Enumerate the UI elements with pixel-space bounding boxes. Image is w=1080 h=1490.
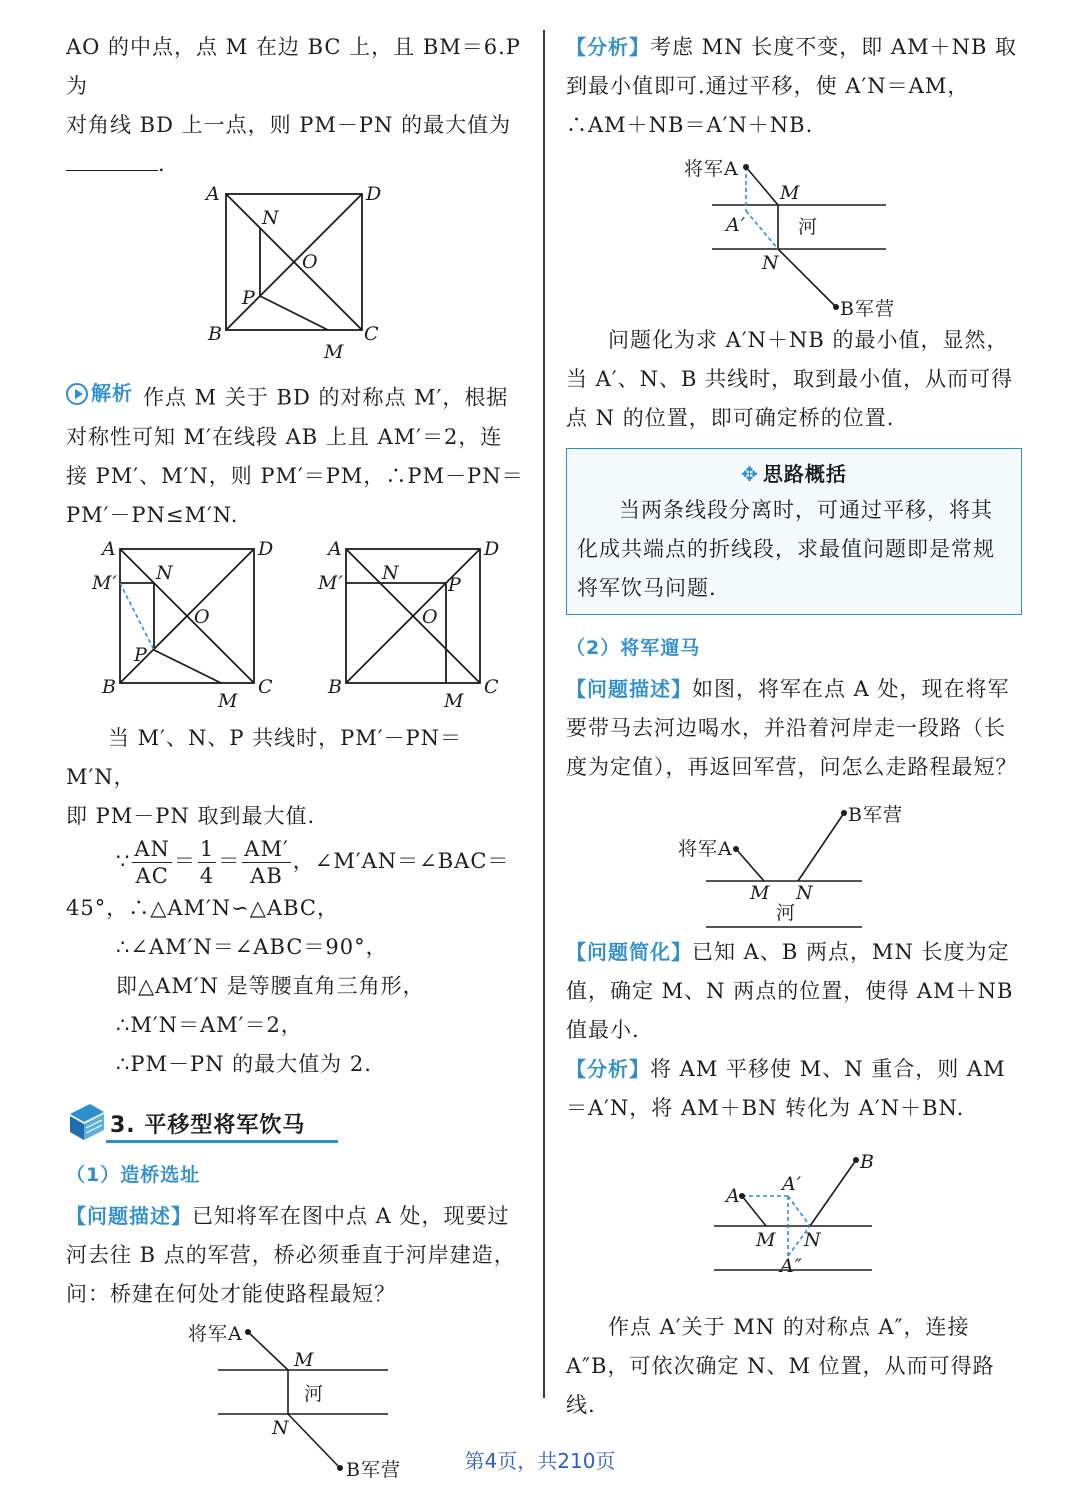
fig4-label-B: B军营 xyxy=(346,1458,401,1481)
play-icon xyxy=(66,383,88,405)
fig7-label-A1: A′ xyxy=(782,1173,803,1195)
fig3-label-O: O xyxy=(422,605,439,628)
section-underline xyxy=(106,1140,338,1143)
fig2-label-M: M xyxy=(218,689,239,712)
proof-line-c: 45°，∴△AM′N∽△ABC， xyxy=(66,895,339,920)
intro-line-3: . xyxy=(66,145,524,184)
proof-line-b: 即 PM－PN 取到最大值. xyxy=(66,803,316,828)
summary-box-title: ✥ 思路概括 xyxy=(577,457,1011,491)
fig1-label-C: C xyxy=(364,323,380,345)
fig6-label-M: M xyxy=(750,882,771,904)
fig5-label-A: 将军A xyxy=(684,158,739,180)
fig3-label-M1: M′ xyxy=(318,571,344,594)
summary-box-text: 当两条线段分离时，可通过平移，将其化成共端点的折线段，求最值问题即是常规将军饮马问题. xyxy=(577,498,995,600)
section-heading xyxy=(66,1100,524,1148)
figure-squares-2-3 xyxy=(66,539,524,719)
analysis-1: 【分析】考虑 MN 长度不变，即 AM＋NB 取到最小值即可.通过平移，使 A′N＝AM，∴AM＋NB＝A′N＋NB. xyxy=(566,35,1018,137)
fig2-label-A: A xyxy=(102,538,117,560)
fig7-label-B: B xyxy=(860,1151,875,1173)
fig2-label-O: O xyxy=(194,605,211,628)
page-footer: 第4页，共210页 xyxy=(464,1449,616,1473)
answer-blank xyxy=(66,148,158,171)
fraction-an-ac: $\frac{AN}{AC}$ xyxy=(134,836,170,888)
fig6-label-river: 河 xyxy=(776,902,797,924)
summary-box xyxy=(566,448,1022,615)
proof-line-e: 即△AM′N 是等腰直角三角形， xyxy=(116,973,425,998)
fig2-label-B: B xyxy=(102,675,117,698)
fig4-label-M: M xyxy=(294,1348,315,1371)
fraction-am-ab: $\frac{AM'}{AB}$ xyxy=(244,836,289,888)
fig6-label-A: 将军A xyxy=(678,838,733,860)
fig7-label-M: M xyxy=(756,1229,777,1251)
fig3-label-M: M xyxy=(444,689,465,712)
figure-square-1 xyxy=(66,184,524,374)
fig1-label-N: N xyxy=(262,207,280,229)
fig1-label-P: P xyxy=(242,287,256,309)
fig7-label-A2: A″ xyxy=(780,1255,803,1277)
jiexi-paragraph: 解析 作点 M 关于 BD 的对称点 M′，根据对称性可知 M′在线段 AB 上且 AM′＝2，连接 PM′、M′N，则 PM′＝PM，∴PM－PN＝PM′－PN≤M′N. xyxy=(66,374,524,535)
proof-line-g: ∴PM－PN 的最大值为 2. xyxy=(116,1051,372,1076)
book-stack-icon xyxy=(66,1100,106,1144)
figure-reflection xyxy=(566,1142,1022,1308)
fig3-label-B: B xyxy=(328,675,343,698)
paragraph-min-value: 问题化为求 A′N＋NB 的最小值，显然，当 A′、N、B 共线时，取到最小值，从而可得点 N 的位置，即可确定桥的位置. xyxy=(566,328,1014,430)
fig5-label-N: N xyxy=(762,252,780,274)
fig3-label-N: N xyxy=(382,561,400,584)
fig1-label-A: A xyxy=(206,184,221,205)
figure-walk-horse xyxy=(566,793,1022,933)
fig2-label-C: C xyxy=(258,675,274,698)
subsection-1-title: （1）造桥选址 xyxy=(66,1163,201,1186)
subsection-2-title: （2）将军遛马 xyxy=(566,637,701,659)
problem-simplification: 【问题简化】已知 A、B 两点，MN 长度为定值，确定 M、N 两点的位置，使得 AM＋NB 值最小. xyxy=(566,940,1014,1042)
figure-bridge-2 xyxy=(566,151,1022,321)
fig1-label-B: B xyxy=(208,323,223,345)
intro-line-2: 对角线 BD 上一点，则 PM－PN 的最大值为 xyxy=(66,113,512,137)
fig4-label-N: N xyxy=(272,1416,290,1439)
fig5-label-river: 河 xyxy=(798,216,819,238)
proof-line-d: ∴∠AM′N＝∠ABC＝90°， xyxy=(116,934,388,959)
intro-line-1: AO 的中点，点 M 在边 BC 上，且 BM＝6.P 为 xyxy=(66,35,521,98)
fig4-label-river: 河 xyxy=(304,1382,325,1405)
fig1-label-D: D xyxy=(366,184,383,205)
column-divider xyxy=(543,30,545,1398)
fig5-label-M: M xyxy=(780,182,801,204)
fig3-label-P: P xyxy=(448,573,462,596)
fig6-label-N: N xyxy=(796,882,814,904)
fig4-label-A: 将军A xyxy=(188,1322,243,1345)
fig7-label-A: A xyxy=(726,1185,741,1207)
proof-line-a: 当 M′、N、P 共线时，PM′－PN＝M′N， xyxy=(66,725,463,789)
right-column xyxy=(566,28,1022,1425)
fig2-label-M1: M′ xyxy=(92,571,118,594)
fig5-label-A1: A′ xyxy=(726,214,747,236)
fig2-label-N: N xyxy=(156,561,174,584)
analysis-2: 【分析】将 AM 平移使 M、N 重合，则 AM＝A′N，将 AM＋BN 转化为 A′N＋BN. xyxy=(566,1057,1006,1120)
fig2-label-P: P xyxy=(134,643,148,666)
fig1-label-M: M xyxy=(324,341,345,363)
fig3-label-D: D xyxy=(484,538,501,560)
fig2-label-D: D xyxy=(258,538,275,560)
fig6-label-B: B军营 xyxy=(848,804,903,826)
fig1-label-O: O xyxy=(302,251,319,273)
proof-line-f: ∴M′N＝AM′＝2， xyxy=(116,1012,303,1037)
problem-description-2: 【问题描述】如图，将军在点 A 处，现在将军要带马去河边喝水，并沿着河岸走一段路（长度为定值），再返回军营，问怎么走路程最短？ xyxy=(566,677,1018,779)
section-title: 3. 平移型将军饮马 xyxy=(110,1112,306,1138)
fig3-label-C: C xyxy=(484,675,500,698)
proof-fraction-line: ∵ $\frac{AN}{AC}$ ＝ $\frac{1}{4}$ ＝ $\frac{AM'}{AB}$ ，∠M′AN＝∠BAC＝ xyxy=(116,836,510,888)
puzzle-icon: ✥ xyxy=(741,462,759,486)
jiexi-badge: 解析 xyxy=(66,374,133,413)
paragraph-reflection: 作点 A′关于 MN 的对称点 A″，连接A″B，可依次确定 N、M 位置，从而可得路线. xyxy=(566,1315,995,1417)
left-column xyxy=(66,28,524,1490)
fig5-label-B: B军营 xyxy=(840,298,895,320)
problem-description-1: 【问题描述】已知将军在图中点 A 处，现要过河去往 B 点的军营，桥必须垂直于河岸建造，问：桥建在何处才能使路程最短？ xyxy=(66,1203,516,1306)
fig3-label-A: A xyxy=(328,538,343,560)
fraction-one-quarter: $\frac{1}{4}$ xyxy=(199,836,215,888)
fig7-label-N: N xyxy=(804,1229,822,1251)
